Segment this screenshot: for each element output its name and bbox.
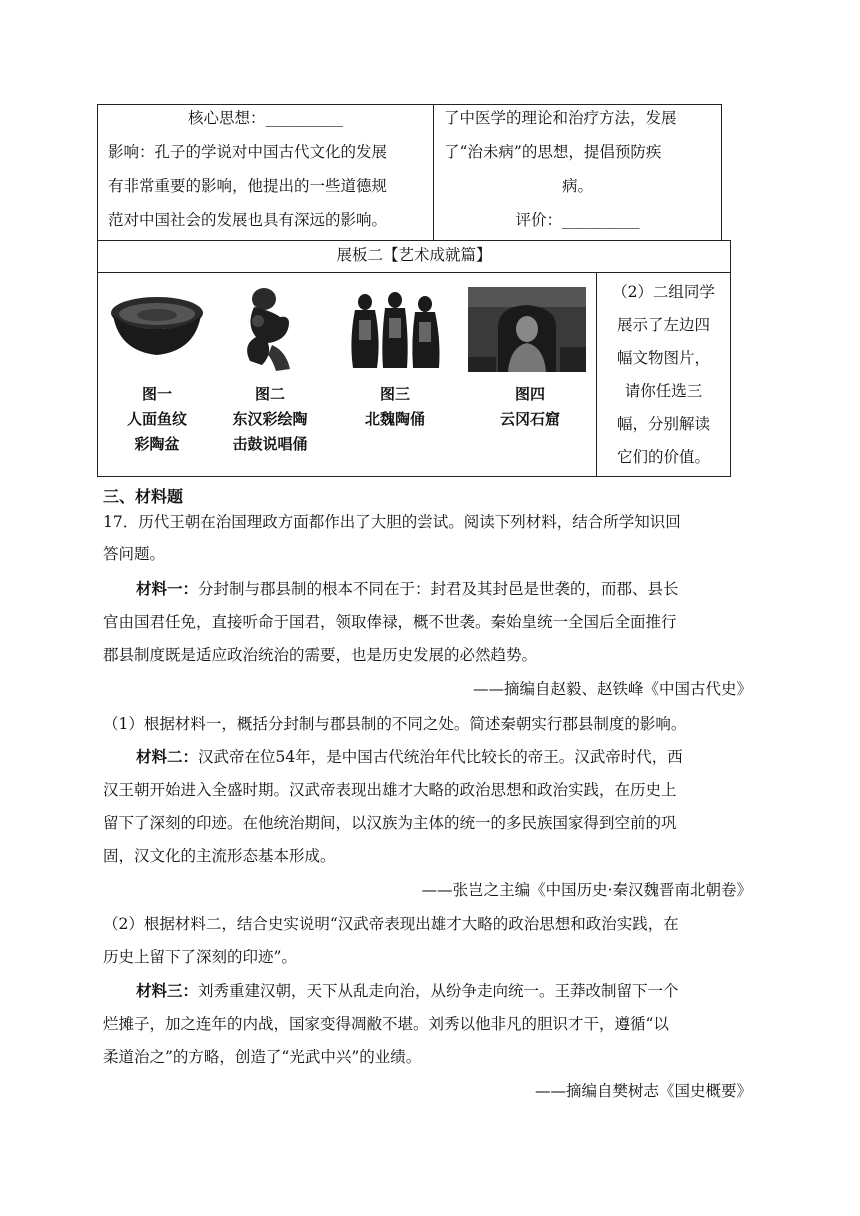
material1-text-1: 分封制与郡县制的根本不同在于：封君及其封邑是世袭的，而郡、县长 [198, 580, 679, 598]
fish-face-basin-image [107, 293, 207, 363]
section3-heading: 三、材料题 [103, 487, 184, 506]
figure2-name-2: 击鼓说唱俑 [232, 435, 308, 453]
figure1-label: 图一 [141, 385, 172, 403]
influence-line-3: 范对中国社会的发展也具有深远的影响。 [108, 211, 388, 229]
q17-line-1: 17．历代王朝在治国理政方面都作出了大胆的尝试。阅读下列材料，结合所学知识回 [103, 513, 681, 531]
figure2-name: 东汉彩绘陶 [232, 410, 308, 428]
q17-line-2: 答问题。 [103, 545, 166, 563]
question-1: （1）根据材料一，概括分封制与郡县制的不同之处。简述秦朝实行郡县制度的影响。 [103, 715, 687, 733]
medicine-line-2: 了“治未病”的思想，提倡预防疾 [444, 143, 662, 161]
board2-title: 展板二【艺术成就篇】 [336, 246, 492, 264]
material1-line-3: 郡县制度既是适应政治统治的需要，也是历史发展的必然趋势。 [103, 646, 538, 664]
material1-source: ——摘编自赵毅、赵铁峰《中国古代史》 [472, 680, 752, 698]
material2-source: ——张岂之主编《中国历史·秦汉魏晋南北朝卷》 [421, 881, 752, 899]
figure1-name: 人面鱼纹 [126, 410, 187, 428]
question-line: 幅，分别解读 [616, 415, 710, 433]
material2-line-4: 固，汉文化的主流形态基本形成。 [103, 847, 336, 865]
figure1-name-2: 彩陶盆 [134, 435, 180, 453]
material3-text-1: 刘秀重建汉朝，天下从乱走向治，从纷争走向统一。王莽改制留下一个 [198, 982, 679, 1000]
material3-line-2: 烂摊子，加之连年的内战，国家变得凋敝不堪。刘秀以他非凡的胆识才干，遵循“以 [103, 1015, 669, 1033]
medicine-line-1: 了中医学的理论和治疗方法，发展 [444, 109, 677, 127]
figure3-name: 北魏陶俑 [364, 410, 425, 428]
material3-source: ——摘编自樊树志《国史概要》 [534, 1082, 752, 1100]
figure4-name: 云冈石窟 [499, 410, 560, 428]
medicine-line-3: 病。 [561, 177, 593, 195]
question-2-line-2: 历史上留下了深刻的印迹”。 [103, 948, 297, 966]
wei-pottery-figures-image [345, 290, 445, 370]
material1-line-1 [136, 579, 679, 599]
influence-line-1: 影响：孔子的学说对中国古代文化的发展 [108, 143, 388, 161]
material2-line-1 [136, 747, 683, 767]
material1-label: 材料一： [136, 580, 199, 598]
material2-line-2: 汉王朝开始进入全盛时期。汉武帝表现出雄才大略的政治思想和政治实践，在历史上 [103, 781, 677, 799]
board2-question [597, 276, 730, 474]
material3-label: 材料三： [136, 982, 199, 1000]
figure4-label: 图四 [514, 385, 545, 403]
material2-line-3: 留下了深刻的印迹。在他统治期间，以汉族为主体的统一的多民族国家得到空前的巩 [103, 814, 677, 832]
material3-line-1 [136, 981, 679, 1001]
yungang-grottoes-image [468, 287, 586, 372]
core-idea-line: 核心思想：__________ [187, 109, 343, 127]
material2-text-1: 汉武帝在位54年，是中国古代统治年代比较长的帝王。汉武帝时代，西 [198, 748, 683, 766]
figure2-label: 图二 [254, 385, 285, 403]
storyteller-figurine-image [232, 285, 302, 375]
question-line: 请你任选三 [624, 382, 703, 400]
question-line: 它们的价值。 [616, 448, 710, 466]
question-line: 幅文物图片， [616, 349, 710, 367]
question-line: （2）二组同学 [612, 283, 715, 301]
material1-line-2: 官由国君任免，直接听命于国君，领取俸禄，概不世袭。秦始皇统一全国后全面推行 [103, 613, 677, 631]
evaluation-line: 评价：__________ [515, 211, 640, 229]
influence-line-2: 有非常重要的影响，他提出的一些道德规 [108, 177, 388, 195]
question-2-line-1: （2）根据材料二，结合史实说明“汉武帝表现出雄才大略的政治思想和政治实践，在 [103, 915, 679, 933]
question-line: 展示了左边四 [616, 316, 710, 334]
material3-line-3: 柔道治之”的方略，创造了“光武中兴”的业绩。 [103, 1048, 422, 1066]
material2-label: 材料二： [136, 748, 199, 766]
figure3-label: 图三 [379, 385, 410, 403]
